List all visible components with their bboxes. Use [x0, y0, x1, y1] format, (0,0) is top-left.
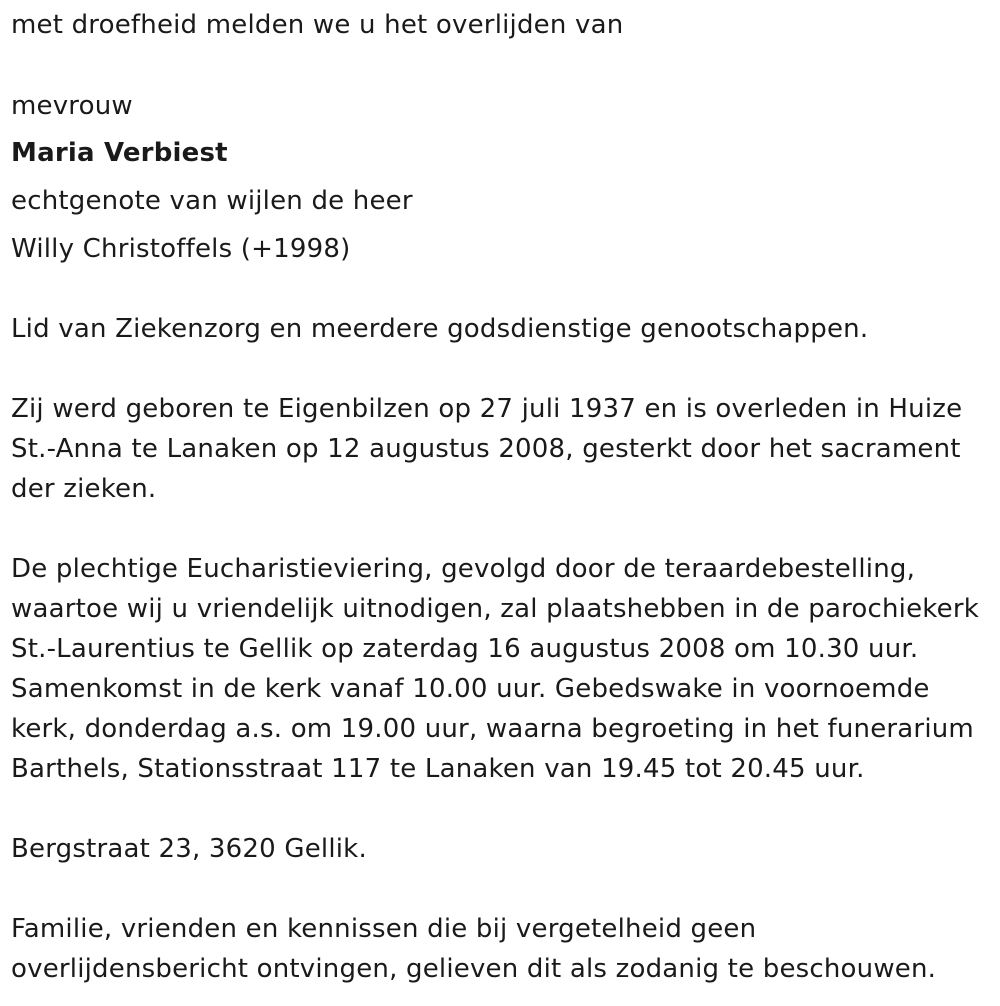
ceremony-line: Barthels, Stationsstraat 117 te Lanaken van 19.45 tot 20.45 uur. [11, 754, 865, 784]
relation-text: echtgenote van wijlen de heer [11, 186, 413, 216]
closing-line: Familie, vrienden en kennissen die bij vergetelheid geen [11, 914, 757, 944]
ceremony-line: St.-Laurentius te Gellik op zaterdag 16 augustus 2008 om 10.30 uur. [11, 634, 919, 664]
life-line: St.-Anna te Lanaken op 12 augustus 2008, gesterkt door het sacrament [11, 434, 961, 464]
ceremony-line: Samenkomst in de kerk vanaf 10.00 uur. Gebedswake in voornoemde [11, 674, 930, 704]
intro-text: met droefheid melden we u het overlijden van [11, 10, 624, 40]
ceremony-line: De plechtige Eucharistieviering, gevolgd door de teraardebestelling, [11, 554, 916, 584]
ceremony-line: kerk, donderdag a.s. om 19.00 uur, waarna begroeting in het funerarium [11, 714, 974, 744]
deceased-name: Maria Verbiest [11, 138, 228, 168]
closing-line: overlijdensbericht ontvingen, gelieven dit als zodanig te beschouwen. [11, 954, 937, 984]
title-text: mevrouw [11, 91, 133, 121]
membership-text: Lid van Ziekenzorg en meerdere godsdienstige genootschappen. [11, 314, 869, 344]
address-text: Bergstraat 23, 3620 Gellik. [11, 834, 367, 864]
spouse-text: Willy Christoffels (+1998) [11, 234, 351, 264]
ceremony-line: waartoe wij u vriendelijk uitnodigen, zal plaatshebben in de parochiekerk [11, 594, 979, 624]
life-line: der zieken. [11, 474, 157, 504]
life-line: Zij werd geboren te Eigenbilzen op 27 juli 1937 en is overleden in Huize [11, 394, 963, 424]
